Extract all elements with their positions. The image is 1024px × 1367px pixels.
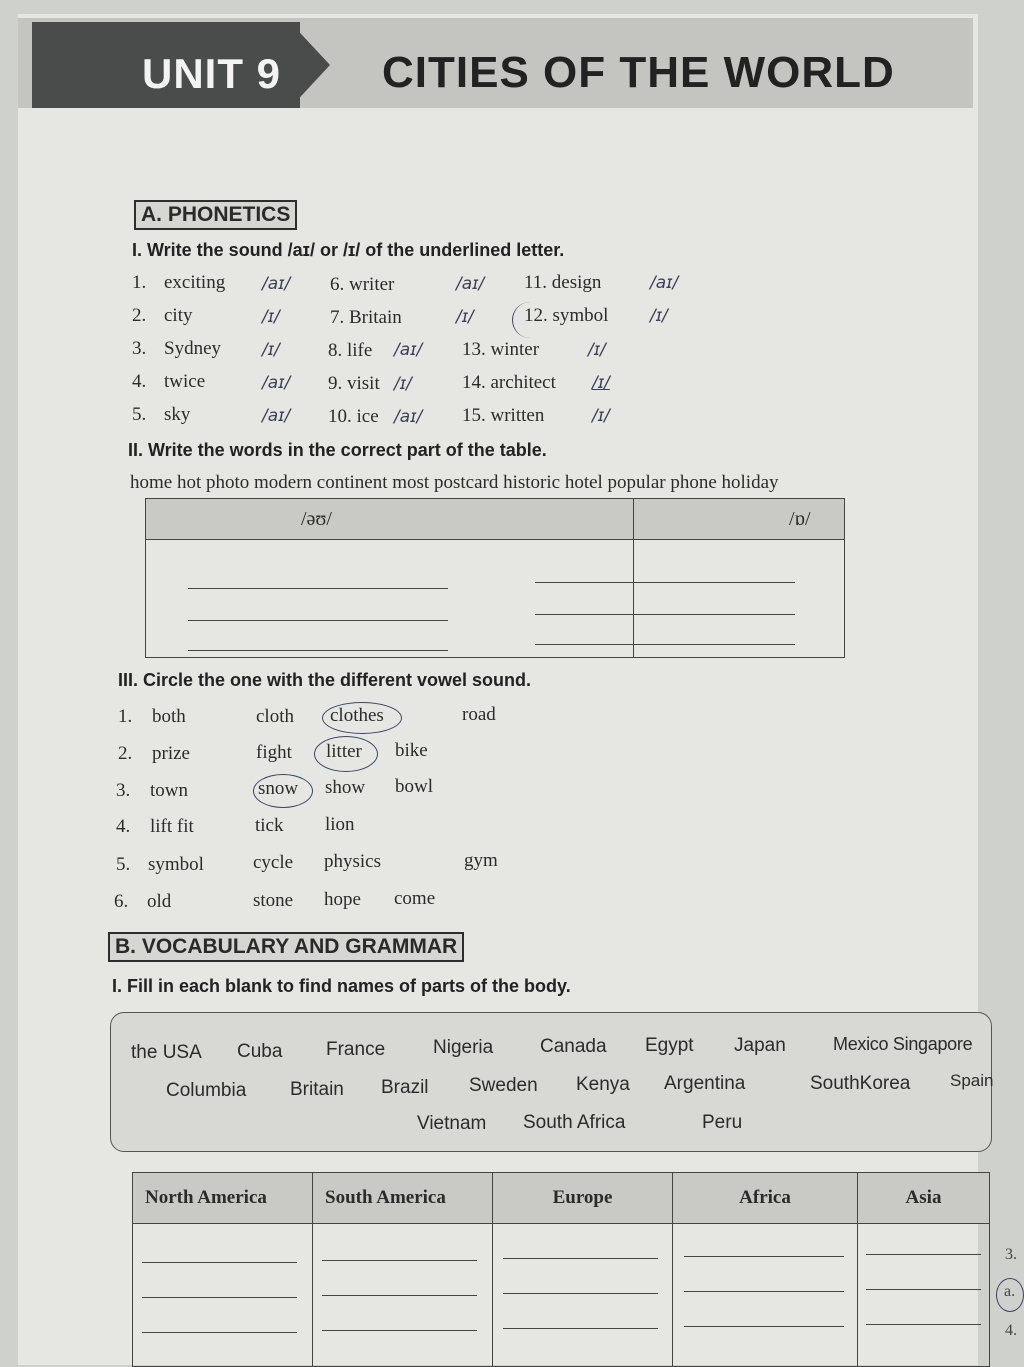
item-word: 9. visit: [328, 373, 380, 394]
option-word[interactable]: cycle: [253, 852, 294, 873]
task-a3-instruction: III. Circle the one with the different vowel sound.: [118, 670, 532, 690]
handwritten-answer: /ɪ/: [650, 306, 668, 326]
handwritten-answer: /aɪ/: [394, 340, 423, 360]
country-word: Peru: [702, 1112, 743, 1133]
item-number: 2.: [132, 305, 147, 326]
country-word: Britain: [290, 1079, 344, 1100]
option-word[interactable]: both: [152, 706, 186, 727]
country-word: SouthKorea: [810, 1073, 911, 1094]
sound-table-cell[interactable]: [146, 540, 634, 658]
option-word[interactable]: physics: [324, 851, 381, 872]
blank-line[interactable]: [866, 1289, 981, 1290]
country-word: South Africa: [523, 1112, 626, 1133]
country-word: Vietnam: [417, 1113, 487, 1134]
continent-header: South America: [313, 1173, 493, 1224]
blank-line[interactable]: [535, 614, 795, 615]
handwritten-answer: /ɪ/: [588, 340, 606, 360]
handwritten-answer: /aɪ/: [262, 406, 291, 426]
blank-line[interactable]: [142, 1332, 297, 1333]
blank-line[interactable]: [142, 1262, 297, 1263]
blank-line[interactable]: [188, 620, 448, 621]
blank-line[interactable]: [322, 1295, 477, 1296]
edge-mark: 3.: [1005, 1246, 1017, 1263]
option-word[interactable]: hope: [324, 889, 361, 910]
task-a2-instruction: II. Write the words in the correct part of the table.: [128, 440, 547, 460]
option-word[interactable]: road: [462, 704, 496, 725]
option-word[interactable]: show: [325, 777, 366, 798]
item-number: 1.: [118, 706, 133, 727]
option-word[interactable]: fight: [256, 742, 292, 763]
blank-line[interactable]: [684, 1326, 844, 1327]
item-word: 10. ice: [328, 406, 379, 427]
handwritten-answer: /aɪ/: [456, 274, 485, 294]
option-word[interactable]: bowl: [395, 776, 433, 797]
option-word[interactable]: snow: [258, 778, 299, 799]
item-word: 12. symbol: [524, 305, 609, 326]
blank-line[interactable]: [866, 1254, 981, 1255]
blank-line[interactable]: [503, 1293, 658, 1294]
sound-table-header-ou: /əʊ/: [146, 499, 634, 540]
handwritten-answer: /ɪ/: [262, 340, 280, 360]
country-word: Cuba: [237, 1041, 283, 1062]
handwritten-answer: /ɪ/: [262, 307, 280, 327]
edge-mark: 4.: [1005, 1322, 1017, 1339]
continent-cell[interactable]: [493, 1224, 673, 1367]
item-word: 11. design: [524, 272, 602, 293]
item-number: 1.: [132, 272, 147, 293]
task-a1-instruction: I. Write the sound /aɪ/ or /ɪ/ of the underlined letter.: [132, 240, 565, 260]
section-b-title: B. VOCABULARY AND GRAMMAR: [108, 932, 464, 962]
continent-header: Europe: [493, 1173, 673, 1224]
continent-cell[interactable]: [858, 1224, 990, 1367]
country-word: Argentina: [664, 1073, 746, 1094]
unit-arrow-shape: [290, 22, 330, 108]
item-word: 6. writer: [330, 274, 395, 295]
option-word[interactable]: come: [394, 888, 436, 909]
continent-header: Africa: [673, 1173, 858, 1224]
option-word[interactable]: cloth: [256, 706, 294, 727]
blank-line[interactable]: [503, 1328, 658, 1329]
handwritten-answer: /aɪ/: [650, 273, 679, 293]
blank-line[interactable]: [188, 650, 448, 651]
option-word[interactable]: lion: [325, 814, 355, 835]
country-word: the USA: [131, 1042, 202, 1063]
option-word[interactable]: town: [150, 780, 188, 801]
sound-table: [145, 498, 845, 658]
handwritten-answer: /ɪ/: [394, 374, 412, 394]
country-word: Egypt: [645, 1035, 694, 1056]
option-word[interactable]: clothes: [330, 705, 384, 726]
sound-table-header-o: /ɒ/: [634, 499, 845, 540]
item-word: 7. Britain: [330, 307, 402, 328]
item-word: exciting: [164, 272, 226, 293]
blank-line[interactable]: [322, 1260, 477, 1261]
continent-cell[interactable]: [133, 1224, 313, 1367]
handwritten-answer: /aɪ/: [262, 274, 291, 294]
item-number: 2.: [118, 743, 133, 764]
handwritten-answer: /ɪ/: [592, 373, 610, 393]
unit-number: UNIT 9: [142, 50, 282, 97]
blank-line[interactable]: [866, 1324, 981, 1325]
item-number: 4.: [132, 371, 147, 392]
option-word[interactable]: lift fit: [150, 816, 194, 837]
handwritten-answer: /aɪ/: [394, 407, 423, 427]
item-word: sky: [164, 404, 191, 425]
option-word[interactable]: tick: [255, 815, 284, 836]
item-number: 5.: [116, 854, 131, 875]
blank-line[interactable]: [322, 1330, 477, 1331]
option-word[interactable]: prize: [152, 743, 190, 764]
item-word: Sydney: [164, 338, 221, 359]
option-word[interactable]: stone: [253, 890, 294, 911]
blank-line[interactable]: [142, 1297, 297, 1298]
continent-header: Asia: [858, 1173, 990, 1224]
country-word: Kenya: [576, 1074, 630, 1095]
blank-line[interactable]: [684, 1291, 844, 1292]
item-number: 6.: [114, 891, 129, 912]
country-word: Japan: [734, 1035, 786, 1056]
continent-header: North America: [133, 1173, 313, 1224]
item-word: 14. architect: [462, 372, 556, 393]
item-word: city: [164, 305, 193, 326]
country-word: Canada: [540, 1036, 607, 1057]
task-a2-word-list: home hot photo modern continent most postcard historic hotel popular phone holiday: [130, 472, 779, 493]
edge-mark: a.: [1004, 1283, 1016, 1300]
section-a-title: A. PHONETICS: [134, 200, 297, 230]
handwritten-answer: /aɪ/: [262, 373, 291, 393]
country-word: Brazil: [381, 1077, 429, 1098]
country-word: Columbia: [166, 1080, 247, 1101]
handwritten-answer: /ɪ/: [592, 406, 610, 426]
unit-title: CITIES OF THE WORLD: [382, 48, 895, 97]
country-word: Sweden: [469, 1075, 538, 1096]
item-word: twice: [164, 371, 206, 392]
option-word[interactable]: litter: [326, 741, 362, 762]
blank-line[interactable]: [188, 588, 448, 589]
blank-line[interactable]: [684, 1256, 844, 1257]
task-b1-instruction: I. Fill in each blank to find names of parts of the body.: [112, 976, 571, 996]
item-number: 5.: [132, 404, 147, 425]
item-word: 15. written: [462, 405, 545, 426]
blank-line[interactable]: [535, 644, 795, 645]
blank-line[interactable]: [535, 582, 795, 583]
country-word: France: [326, 1039, 386, 1060]
item-word: 13. winter: [462, 339, 540, 360]
option-word[interactable]: gym: [464, 850, 498, 871]
item-number: 3.: [116, 780, 131, 801]
country-word: Mexico Singapore: [833, 1034, 973, 1054]
item-number: 4.: [116, 816, 131, 837]
blank-line[interactable]: [503, 1258, 658, 1259]
handwritten-answer: /ɪ/: [456, 307, 474, 327]
country-word: Spain: [950, 1071, 994, 1090]
item-word: 8. life: [328, 340, 373, 361]
option-word[interactable]: old: [147, 891, 172, 912]
country-word: Nigeria: [433, 1037, 494, 1058]
option-word[interactable]: symbol: [148, 854, 204, 875]
option-word[interactable]: bike: [395, 740, 428, 761]
sound-table-cell[interactable]: [634, 540, 845, 658]
continent-cell[interactable]: [673, 1224, 858, 1367]
continent-table: [132, 1172, 990, 1367]
item-number: 3.: [132, 338, 147, 359]
